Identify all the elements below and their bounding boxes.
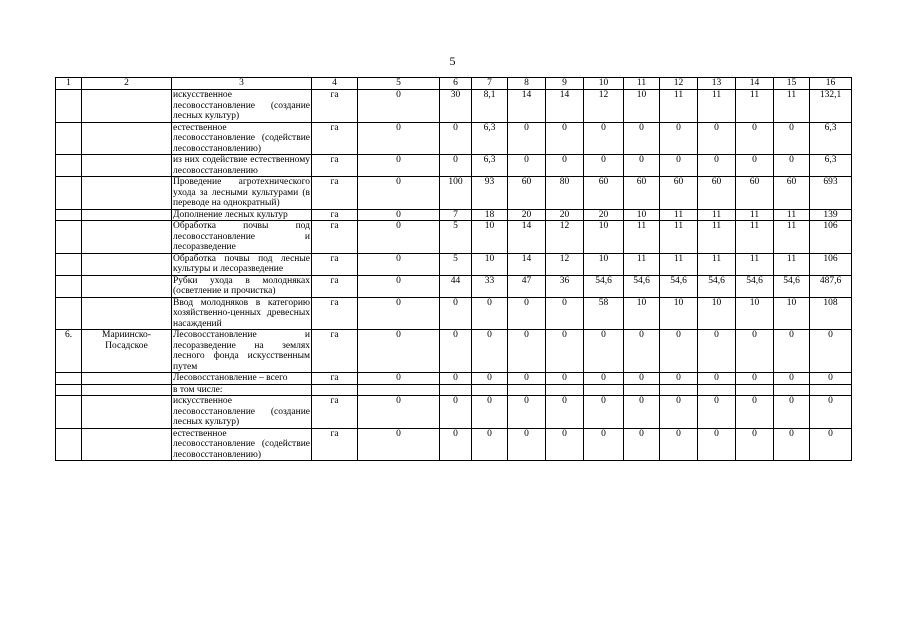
value-cell: 30 bbox=[440, 90, 472, 123]
value-cell: 20 bbox=[584, 209, 624, 221]
table-row bbox=[56, 373, 852, 385]
value-cell: 54,6 bbox=[624, 275, 660, 297]
unit-cell: га bbox=[312, 253, 358, 275]
forestry-name bbox=[82, 275, 172, 297]
row-number bbox=[56, 297, 82, 330]
value-cell: 10 bbox=[584, 253, 624, 275]
value-cell: 20 bbox=[546, 209, 584, 221]
column-header-10: 10 bbox=[584, 78, 624, 90]
value-cell bbox=[774, 384, 810, 396]
value-cell: 14 bbox=[508, 221, 546, 254]
value-cell: 0 bbox=[546, 373, 584, 385]
value-cell: 11 bbox=[660, 221, 698, 254]
value-cell: 693 bbox=[810, 177, 852, 210]
value-cell: 12 bbox=[584, 90, 624, 123]
value-cell: 0 bbox=[624, 396, 660, 429]
value-cell bbox=[736, 384, 774, 396]
column-header-9: 9 bbox=[546, 78, 584, 90]
unit-cell: га bbox=[312, 396, 358, 429]
value-cell: 100 bbox=[440, 177, 472, 210]
table-body bbox=[56, 90, 852, 461]
unit-cell: га bbox=[312, 275, 358, 297]
value-cell bbox=[472, 384, 508, 396]
unit-cell: га bbox=[312, 330, 358, 373]
table-row bbox=[56, 122, 852, 155]
forestry-name bbox=[82, 221, 172, 254]
value-cell: 0 bbox=[358, 90, 440, 123]
activity-description: Ввод молодняков в категорию хозяйственно-ценных древесных насаждений bbox=[173, 297, 310, 329]
value-cell: 0 bbox=[698, 122, 736, 155]
value-cell: 11 bbox=[660, 253, 698, 275]
forestry-name bbox=[82, 297, 172, 330]
value-cell: 0 bbox=[440, 155, 472, 177]
value-cell: 0 bbox=[584, 330, 624, 373]
value-cell: 8,1 bbox=[472, 90, 508, 123]
value-cell: 0 bbox=[546, 122, 584, 155]
value-cell bbox=[440, 384, 472, 396]
table-row bbox=[56, 297, 852, 330]
value-cell: 0 bbox=[774, 396, 810, 429]
unit-cell: га bbox=[312, 177, 358, 210]
forestry-name bbox=[82, 122, 172, 155]
value-cell: 0 bbox=[774, 330, 810, 373]
value-cell: 10 bbox=[736, 297, 774, 330]
value-cell: 0 bbox=[698, 155, 736, 177]
column-number-header-row bbox=[56, 78, 852, 90]
activity-description: Лесовосстановление – всего bbox=[172, 373, 312, 385]
value-cell: 0 bbox=[624, 122, 660, 155]
value-cell: 6,3 bbox=[472, 155, 508, 177]
value-cell: 0 bbox=[358, 428, 440, 461]
value-cell: 11 bbox=[774, 209, 810, 221]
activity-description: Дополнение лесных культур bbox=[172, 209, 312, 221]
value-cell: 0 bbox=[440, 297, 472, 330]
value-cell: 60 bbox=[774, 177, 810, 210]
value-cell: 0 bbox=[660, 396, 698, 429]
value-cell: 10 bbox=[698, 297, 736, 330]
column-header-8: 8 bbox=[508, 78, 546, 90]
value-cell: 6,3 bbox=[810, 122, 852, 155]
forestry-name bbox=[82, 155, 172, 177]
activity-description: Рубки ухода в молодняках (осветление и прочистка) bbox=[173, 275, 310, 296]
value-cell: 0 bbox=[660, 155, 698, 177]
value-cell: 0 bbox=[508, 297, 546, 330]
activity-description: искусственное лесовосстановление (создание лесных культур) bbox=[173, 90, 310, 121]
unit-cell: га bbox=[312, 221, 358, 254]
table-row bbox=[56, 275, 852, 297]
value-cell: 14 bbox=[508, 253, 546, 275]
forestry-name: Мариинско-Посадское bbox=[82, 330, 172, 373]
value-cell: 54,6 bbox=[698, 275, 736, 297]
column-header-15: 15 bbox=[774, 78, 810, 90]
value-cell: 0 bbox=[546, 396, 584, 429]
value-cell: 0 bbox=[584, 428, 624, 461]
value-cell: 0 bbox=[660, 373, 698, 385]
column-header-5: 5 bbox=[358, 78, 440, 90]
value-cell: 11 bbox=[698, 253, 736, 275]
row-number bbox=[56, 221, 82, 254]
activity-description: из них содействие естественному лесовосстановлению bbox=[173, 155, 310, 176]
value-cell: 0 bbox=[358, 177, 440, 210]
value-cell: 0 bbox=[472, 330, 508, 373]
table-row bbox=[56, 177, 852, 210]
forestry-name bbox=[82, 90, 172, 123]
row-number bbox=[56, 396, 82, 429]
value-cell: 106 bbox=[810, 253, 852, 275]
value-cell: 11 bbox=[774, 253, 810, 275]
value-cell: 0 bbox=[508, 396, 546, 429]
value-cell: 0 bbox=[440, 396, 472, 429]
forestry-name bbox=[82, 373, 172, 385]
page-number: 5 bbox=[449, 54, 456, 68]
row-number bbox=[56, 253, 82, 275]
value-cell: 10 bbox=[472, 253, 508, 275]
unit-cell: га bbox=[312, 209, 358, 221]
value-cell: 0 bbox=[660, 330, 698, 373]
row-number bbox=[56, 155, 82, 177]
forestry-name bbox=[82, 253, 172, 275]
value-cell: 80 bbox=[546, 177, 584, 210]
row-number bbox=[56, 90, 82, 123]
row-number bbox=[56, 384, 82, 396]
value-cell: 0 bbox=[736, 428, 774, 461]
value-cell: 0 bbox=[508, 330, 546, 373]
value-cell: 0 bbox=[736, 330, 774, 373]
value-cell: 54,6 bbox=[736, 275, 774, 297]
value-cell: 11 bbox=[774, 90, 810, 123]
row-number bbox=[56, 275, 82, 297]
row-number bbox=[56, 209, 82, 221]
value-cell: 93 bbox=[472, 177, 508, 210]
value-cell: 11 bbox=[698, 221, 736, 254]
value-cell: 0 bbox=[358, 253, 440, 275]
value-cell: 60 bbox=[736, 177, 774, 210]
value-cell: 0 bbox=[472, 373, 508, 385]
unit-cell bbox=[312, 384, 358, 396]
value-cell: 0 bbox=[358, 330, 440, 373]
value-cell: 0 bbox=[546, 297, 584, 330]
value-cell: 5 bbox=[440, 221, 472, 254]
unit-cell: га bbox=[312, 155, 358, 177]
value-cell: 0 bbox=[736, 155, 774, 177]
value-cell: 10 bbox=[624, 90, 660, 123]
value-cell: 10 bbox=[660, 297, 698, 330]
value-cell: 0 bbox=[698, 396, 736, 429]
value-cell: 0 bbox=[508, 373, 546, 385]
value-cell: 0 bbox=[472, 428, 508, 461]
value-cell: 54,6 bbox=[584, 275, 624, 297]
column-header-12: 12 bbox=[660, 78, 698, 90]
value-cell: 11 bbox=[698, 90, 736, 123]
value-cell: 0 bbox=[736, 396, 774, 429]
value-cell: 10 bbox=[624, 297, 660, 330]
value-cell: 0 bbox=[440, 330, 472, 373]
table-row bbox=[56, 221, 852, 254]
value-cell: 0 bbox=[358, 297, 440, 330]
value-cell: 0 bbox=[440, 122, 472, 155]
column-header-6: 6 bbox=[440, 78, 472, 90]
value-cell: 0 bbox=[736, 373, 774, 385]
value-cell: 0 bbox=[358, 209, 440, 221]
value-cell: 487,6 bbox=[810, 275, 852, 297]
value-cell: 54,6 bbox=[660, 275, 698, 297]
unit-cell: га bbox=[312, 122, 358, 155]
forestry-name bbox=[82, 384, 172, 396]
value-cell: 0 bbox=[440, 428, 472, 461]
value-cell: 0 bbox=[508, 428, 546, 461]
activity-description: искусственное лесовосстановление (создание лесных культур) bbox=[173, 396, 310, 427]
value-cell: 0 bbox=[546, 330, 584, 373]
table-row bbox=[56, 155, 852, 177]
column-header-13: 13 bbox=[698, 78, 736, 90]
activity-description: естественное лесовосстановление (содействие лесовосстановлению) bbox=[173, 122, 310, 154]
value-cell: 11 bbox=[736, 221, 774, 254]
value-cell: 11 bbox=[698, 209, 736, 221]
forest-restoration-table bbox=[55, 77, 852, 461]
column-header-2: 2 bbox=[82, 78, 172, 90]
value-cell: 36 bbox=[546, 275, 584, 297]
unit-cell: га bbox=[312, 297, 358, 330]
value-cell: 106 bbox=[810, 221, 852, 254]
value-cell: 5 bbox=[440, 253, 472, 275]
value-cell: 0 bbox=[810, 396, 852, 429]
value-cell: 0 bbox=[358, 221, 440, 254]
value-cell: 10 bbox=[472, 221, 508, 254]
value-cell: 60 bbox=[508, 177, 546, 210]
column-header-14: 14 bbox=[736, 78, 774, 90]
value-cell: 0 bbox=[546, 428, 584, 461]
value-cell: 0 bbox=[774, 155, 810, 177]
table-row bbox=[56, 396, 852, 429]
table-row bbox=[56, 209, 852, 221]
value-cell: 0 bbox=[440, 373, 472, 385]
value-cell: 60 bbox=[624, 177, 660, 210]
value-cell: 0 bbox=[660, 122, 698, 155]
value-cell bbox=[698, 384, 736, 396]
column-header-16: 16 bbox=[810, 78, 852, 90]
value-cell: 18 bbox=[472, 209, 508, 221]
value-cell: 60 bbox=[660, 177, 698, 210]
value-cell: 0 bbox=[774, 373, 810, 385]
column-header-11: 11 bbox=[624, 78, 660, 90]
column-header-1: 1 bbox=[56, 78, 82, 90]
column-header-3: 3 bbox=[172, 78, 312, 90]
value-cell: 0 bbox=[698, 428, 736, 461]
activity-description: Обработка почвы под лесные культуры и лесоразведение bbox=[173, 253, 310, 274]
forestry-name bbox=[82, 209, 172, 221]
value-cell: 0 bbox=[358, 275, 440, 297]
value-cell: 11 bbox=[736, 209, 774, 221]
row-number bbox=[56, 177, 82, 210]
value-cell: 0 bbox=[358, 396, 440, 429]
value-cell: 0 bbox=[472, 396, 508, 429]
value-cell: 7 bbox=[440, 209, 472, 221]
value-cell: 0 bbox=[774, 428, 810, 461]
row-number bbox=[56, 428, 82, 461]
value-cell: 0 bbox=[508, 155, 546, 177]
value-cell: 132,1 bbox=[810, 90, 852, 123]
value-cell: 47 bbox=[508, 275, 546, 297]
value-cell: 14 bbox=[508, 90, 546, 123]
column-header-4: 4 bbox=[312, 78, 358, 90]
value-cell bbox=[508, 384, 546, 396]
value-cell: 139 bbox=[810, 209, 852, 221]
row-number bbox=[56, 373, 82, 385]
value-cell: 20 bbox=[508, 209, 546, 221]
value-cell: 0 bbox=[508, 122, 546, 155]
activity-description: в том числе: bbox=[172, 384, 312, 396]
value-cell: 44 bbox=[440, 275, 472, 297]
unit-cell: га bbox=[312, 373, 358, 385]
value-cell: 0 bbox=[810, 373, 852, 385]
activity-description: естественное лесовосстановление (содействие лесовосстановлению) bbox=[173, 428, 310, 460]
value-cell: 0 bbox=[624, 373, 660, 385]
activity-description: Обработка почвы под лесовосстановление и лесоразведение bbox=[173, 221, 310, 252]
value-cell: 10 bbox=[584, 221, 624, 254]
table-row bbox=[56, 253, 852, 275]
value-cell: 0 bbox=[774, 122, 810, 155]
value-cell: 60 bbox=[584, 177, 624, 210]
value-cell: 11 bbox=[736, 90, 774, 123]
value-cell: 14 bbox=[546, 90, 584, 123]
activity-description: Проведение агротехнического ухода за лесными культурами (в переводе на однократный) bbox=[173, 177, 310, 208]
activity-description: Лесовосстановление и лесоразведение на землях лесного фонда искусственным путем bbox=[173, 330, 310, 372]
value-cell: 108 bbox=[810, 297, 852, 330]
table-row bbox=[56, 330, 852, 373]
value-cell: 0 bbox=[546, 155, 584, 177]
table-row bbox=[56, 384, 852, 396]
forestry-name bbox=[82, 428, 172, 461]
value-cell: 0 bbox=[698, 373, 736, 385]
value-cell: 0 bbox=[584, 155, 624, 177]
table-row bbox=[56, 428, 852, 461]
value-cell: 11 bbox=[774, 221, 810, 254]
forestry-name bbox=[82, 396, 172, 429]
column-header-7: 7 bbox=[472, 78, 508, 90]
row-number bbox=[56, 122, 82, 155]
value-cell: 0 bbox=[358, 155, 440, 177]
unit-cell: га bbox=[312, 428, 358, 461]
value-cell: 0 bbox=[624, 428, 660, 461]
value-cell: 0 bbox=[810, 330, 852, 373]
value-cell: 12 bbox=[546, 253, 584, 275]
value-cell: 0 bbox=[584, 373, 624, 385]
value-cell: 11 bbox=[624, 221, 660, 254]
value-cell: 11 bbox=[624, 253, 660, 275]
value-cell: 54,6 bbox=[774, 275, 810, 297]
value-cell: 0 bbox=[472, 297, 508, 330]
value-cell bbox=[660, 384, 698, 396]
value-cell: 12 bbox=[546, 221, 584, 254]
value-cell: 6,3 bbox=[472, 122, 508, 155]
value-cell: 6,3 bbox=[810, 155, 852, 177]
value-cell: 0 bbox=[736, 122, 774, 155]
value-cell bbox=[584, 384, 624, 396]
value-cell bbox=[810, 384, 852, 396]
value-cell bbox=[624, 384, 660, 396]
value-cell: 0 bbox=[698, 330, 736, 373]
value-cell: 0 bbox=[660, 428, 698, 461]
value-cell: 0 bbox=[624, 155, 660, 177]
value-cell: 0 bbox=[358, 373, 440, 385]
value-cell: 10 bbox=[774, 297, 810, 330]
value-cell: 0 bbox=[358, 122, 440, 155]
value-cell bbox=[546, 384, 584, 396]
value-cell: 33 bbox=[472, 275, 508, 297]
value-cell: 0 bbox=[810, 428, 852, 461]
value-cell: 10 bbox=[624, 209, 660, 221]
value-cell: 0 bbox=[624, 330, 660, 373]
value-cell: 11 bbox=[660, 90, 698, 123]
value-cell: 11 bbox=[660, 209, 698, 221]
table-row bbox=[56, 90, 852, 123]
unit-cell: га bbox=[312, 90, 358, 123]
value-cell: 11 bbox=[736, 253, 774, 275]
value-cell bbox=[358, 384, 440, 396]
value-cell: 0 bbox=[584, 122, 624, 155]
value-cell: 60 bbox=[698, 177, 736, 210]
row-number: 6. bbox=[56, 330, 82, 373]
value-cell: 58 bbox=[584, 297, 624, 330]
forestry-name bbox=[82, 177, 172, 210]
value-cell: 0 bbox=[584, 396, 624, 429]
